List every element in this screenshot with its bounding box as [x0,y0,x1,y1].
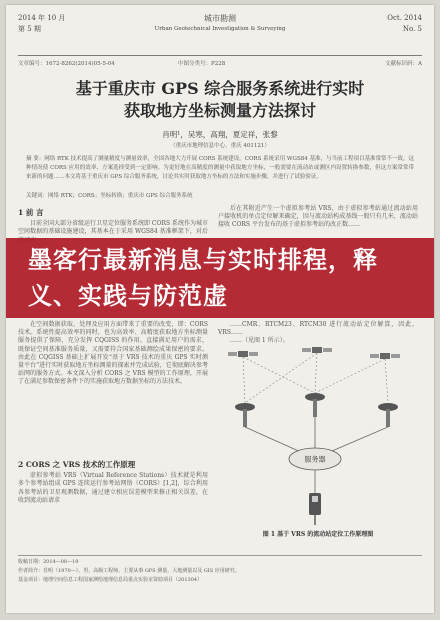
paragraph: 在空间数据获取、处理及应用方面带来了重要的改变，即：CORS 技术。系统性提高效率的同时，也为高效率、高精度获取地方坐标测量服务提供了保障，充分发挥 CQGISS 的作用，直接满足用户的需求，既保证空间基准服务质量，又需要符合国家基础测绘成果保密的要求。由此在 CQGISS 基础上扩展开发“基于 VRS 技术的重庆 GPS 实时测量平台”进行实时获取地方坐标测量的探索并完成试验，它彻底解决参考站网的服务方式。本文深入分析 CORS 之 VRS 模型的工作原理，开展了在满足参数保密条件下的实施获取地方数据坐标的方法技术。 [18,321,208,386]
author-bio: 作者简介：肖明（1970—），男，高级工程师，主要从事 GPS 测量，大地测量以及 GIS 应用研究。 [18,568,240,574]
title-line-1: 基于重庆市 GPS 综合服务系统进行实时 [75,79,365,98]
journal-name-en: Urban Geotechnical Investigation & Surveying [154,26,286,32]
paragraph: ……（见图 1 所示）。 [230,337,289,345]
left-column-middle [18,321,208,387]
article-ids [18,59,422,68]
reference-station-icon [378,403,398,427]
date-en: Oct. 2014 [387,14,422,22]
clc-number: 中图分类号：P228 [178,61,226,67]
header-center [18,13,422,35]
issue-en: No. 5 [402,25,422,33]
figure-caption: 图 1 基于 VRS 的流动站定位工作原理图 [262,531,374,538]
left-column-bottom [18,457,208,505]
reference-station-icon [235,403,255,427]
vrs-diagram [220,345,416,527]
fund-info: 基金项目：地理空间信息工程国家测绘地理信息局重点实验室资助项目（201304） [18,577,203,583]
journal-name-cn: 城市勘测 [204,14,236,23]
abstract: 摘 要：网络 RTK 技术提高了测量精度与测量效率，全国各地大力开展 CORS 系统建设。CORS 系统采用 WGS84 基准，与当前工程项目基准常常不一致，这种情况使 CORS 应用的效率、方案选择受到一定影响。为更好地在高精度的测量中获取地方坐标，一般需要在流动站或测区内设置转换参数，但这方案常常带来新的问题……本文将基于重庆市 GPS 综合服务系统，讨论其实时获取地方坐标的方法和实施步骤，并进行了试验验证。 [26,156,414,180]
section-1-heading: 1 前 言 [18,208,44,217]
title-line-2: 获取地方坐标测量方法探讨 [123,101,316,120]
journal-page [6,5,434,613]
banner-headline[interactable]: 墨客行最新消息与实时排程，释义、实践与防范虚 [28,246,378,310]
affiliation: （重庆市地理信息中心，重庆 401121） [170,143,270,149]
volume-cn: 2014 年 10 月 [18,14,66,22]
header-right [387,13,422,35]
keywords: 关键词：网络 RTK；CORS；坐标转换；重庆市 GPS 综合服务系统 [26,193,193,199]
section-2-heading: 2 CORS 之 VRS 技术的工作原理 [18,460,136,469]
server-icon [289,448,341,470]
server-label: 服务器 [304,455,326,464]
satellite-icon [302,347,332,353]
received-date: 收稿日期：2014—08—19 [18,559,79,565]
document-code: 文献标识码：A [385,61,422,67]
paragraph: ……CMR、RTCM23、RTCM30 进行流动站定位解算，因此，VRS…… [218,321,418,337]
rover-receiver-icon [309,493,321,525]
footnote [18,555,422,585]
right-column-top [218,205,418,230]
journal-header [18,13,422,56]
paragraph: 后在其附近产生一个虚拟参考站 VRS，由于虚拟参考站通过流动站用户接收机的单点定位解来确定，因与流动站构成基线一般只有几米，流动站接收 CORS 平台发布的基于虚拟参考站的改正数…… [218,205,418,229]
right-column-middle [218,321,418,346]
article-number: 文章编号：1672-8262(2014)05-5-04 [18,61,115,67]
paragraph: 虚拟参考站 VRS（Virtual Reference Stations）技术就是利用多个参考站组成 GPS 连续运行参考站网络（CORS）[1,2]，综合利用各参考站的卫星观测数据，通过建立相应误差模型来修正相关误差，在收到流动站请求 [18,472,208,504]
paragraph: 目前全国大部分省级运行卫星定位服务系统即 CORS 系统作为城市空间数据的基础设施建设，其基本在于采用 WGS84 基准框架下，对后 [18,220,208,236]
authors: 肖明¹，吴寒，高翔，夏定祥，张黎 [162,130,278,139]
satellite-icon [370,353,400,359]
overlay-banner[interactable] [6,238,434,318]
reference-station-icon [305,393,325,417]
issue-cn: 第 5 期 [18,25,41,33]
satellite-icon [228,351,258,357]
paper-title [6,78,434,122]
